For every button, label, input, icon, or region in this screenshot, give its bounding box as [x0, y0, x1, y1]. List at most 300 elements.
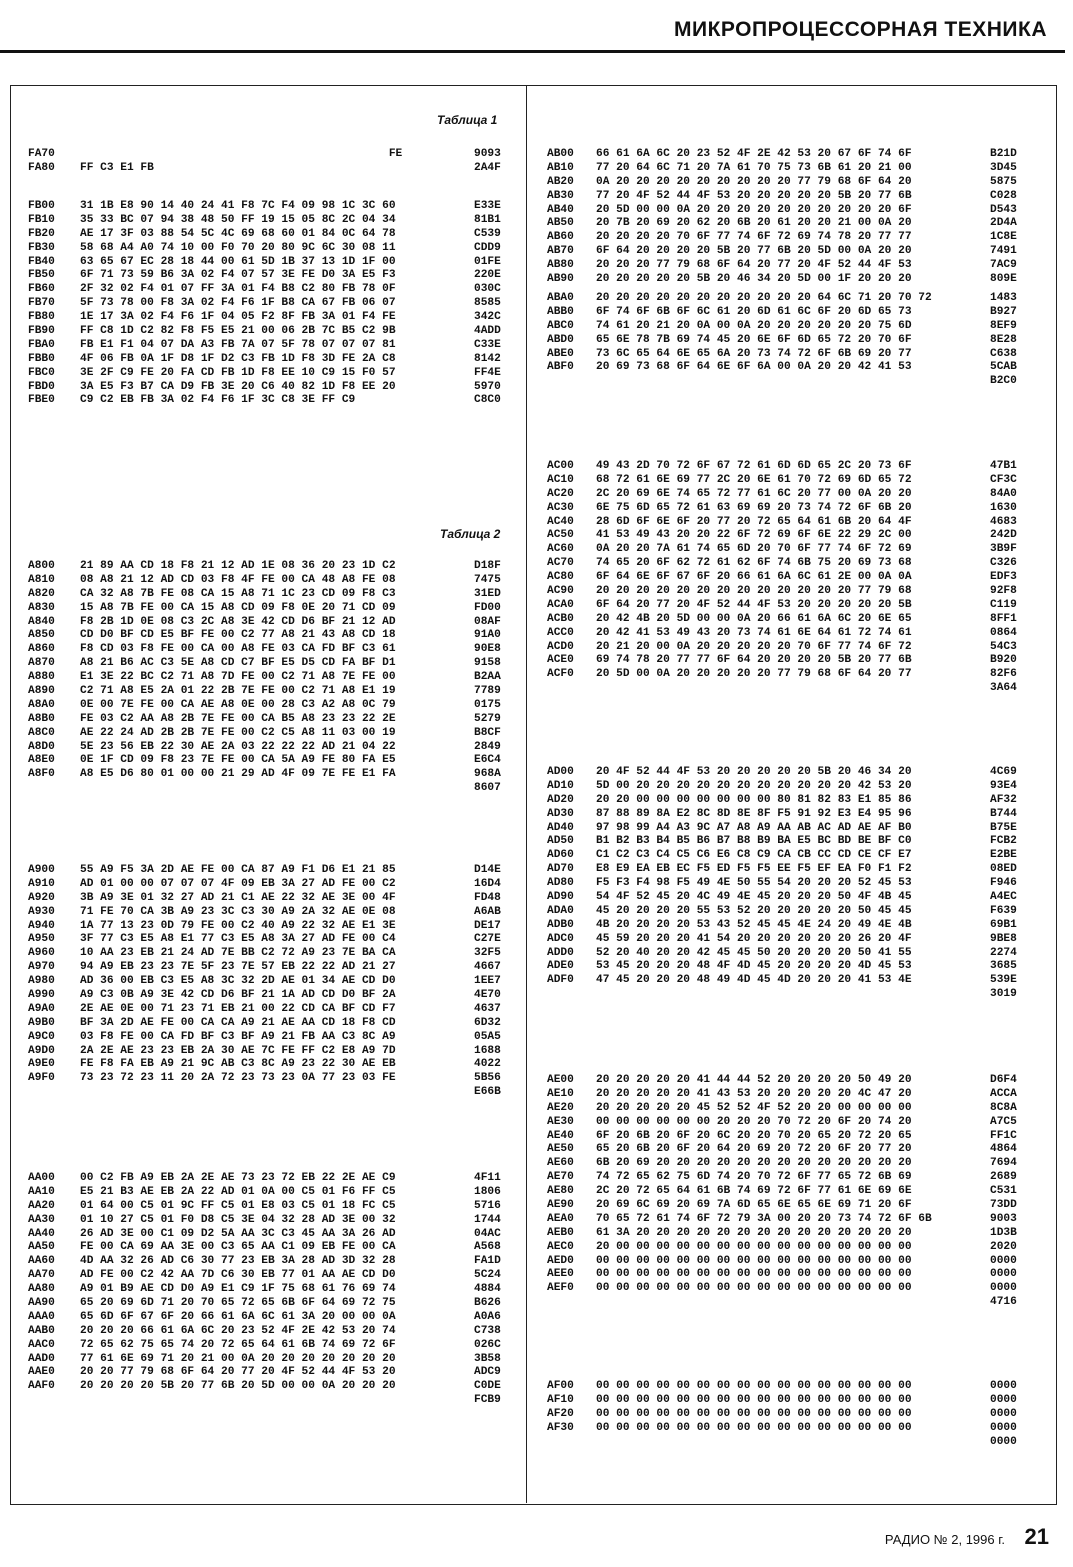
row-bytes: 01 64 00 C5 01 9C FF C5 01 E8 03 C5 01 18 FC C5: [80, 1199, 396, 1212]
hex-row: [28, 1186, 514, 1200]
row-checksum: 7491: [990, 245, 1017, 258]
row-bytes: 0A 20 20 7A 61 74 65 6D 20 70 6F 77 74 6F 72 69: [596, 543, 912, 556]
row-bytes: E8 E9 EA EB EC F5 ED F5 F5 EE F5 EF EA F0 F1 F2: [596, 863, 912, 876]
row-address: ADE0: [547, 960, 574, 973]
hex-row: [547, 1241, 1030, 1255]
hex-row: [28, 1045, 514, 1059]
row-bytes: 10 AA 23 EB 21 24 AD 7E BB C2 72 A9 23 7E BA CA: [80, 947, 396, 960]
hex-row: [547, 543, 1030, 557]
row-address: A940: [28, 919, 55, 932]
row-checksum: 0000: [990, 1268, 1017, 1281]
hex-row: [28, 367, 514, 381]
row-checksum: B2AA: [474, 671, 501, 684]
hex-block: [547, 766, 1030, 1002]
row-checksum: 026C: [474, 1338, 501, 1351]
hex-row: [28, 961, 514, 975]
row-checksum: 3019: [990, 988, 1017, 1001]
row-address: A8C0: [28, 726, 55, 739]
hex-row: [547, 217, 1030, 231]
row-checksum: 8C8A: [990, 1101, 1017, 1114]
row-checksum: 08AF: [474, 615, 501, 628]
row-checksum: FD48: [474, 891, 501, 904]
row-bytes: 4F 06 FB 0A 1F D8 1F D2 C3 FB 1D F8 3D FE 2A C8: [80, 352, 396, 365]
hex-row: [547, 947, 1030, 961]
row-address: ABC0: [547, 319, 574, 332]
row-address: AC50: [547, 529, 574, 542]
row-address: AE60: [547, 1157, 574, 1170]
row-bytes: 20 20 20 77 79 68 6F 64 20 77 20 4F 52 44 4F 53: [596, 259, 912, 272]
hex-row: [28, 1031, 514, 1045]
hex-row: [28, 727, 514, 741]
row-bytes: 2E AE 0E 00 71 23 71 EB 21 00 22 CD CA BF CD F7: [80, 1002, 396, 1015]
row-checksum: A6AB: [474, 905, 501, 918]
row-bytes: 53 45 20 20 20 48 4F 4D 45 20 20 20 20 4D 45 53: [596, 960, 912, 973]
row-bytes: 65 6E 78 7B 69 74 45 20 6E 6F 6D 65 72 20 70 6F: [596, 333, 912, 346]
row-address: ACB0: [547, 612, 574, 625]
row-bytes: 20 20 20 20 20 5B 20 46 34 20 5D 00 1F 20 20 20: [596, 273, 912, 286]
row-address: A860: [28, 643, 55, 656]
row-bytes: 2C 20 72 65 64 61 6B 74 69 72 6F 77 61 6E 69 6E: [596, 1185, 912, 1198]
row-address: ABF0: [547, 361, 574, 374]
row-address: AB80: [547, 259, 574, 272]
row-address: ADC0: [547, 932, 574, 945]
row-address: AD50: [547, 835, 574, 848]
row-address: AAC0: [28, 1338, 55, 1351]
row-bytes: 6F 20 6B 20 6F 20 6C 20 20 70 20 65 20 72 20 65: [596, 1129, 912, 1142]
hex-row: [28, 242, 514, 256]
row-checksum: E66B: [474, 1086, 501, 1099]
row-address: A950: [28, 933, 55, 946]
row-checksum: 1744: [474, 1213, 501, 1226]
row-bytes: 65 6D 6F 67 6F 20 66 61 6A 6C 61 3A 20 00 00 0A: [80, 1310, 396, 1323]
hex-row: [28, 1214, 514, 1228]
row-checksum: F946: [990, 877, 1017, 890]
hex-row: [28, 1200, 514, 1214]
hex-block: [28, 200, 514, 408]
row-checksum: C539: [474, 227, 501, 240]
row-address: A9C0: [28, 1030, 55, 1043]
row-address: AA50: [28, 1241, 55, 1254]
row-checksum: 92F8: [990, 585, 1017, 598]
row-checksum: 220E: [474, 269, 501, 282]
hex-row: [28, 1058, 514, 1072]
row-address: ABB0: [547, 305, 574, 318]
row-address: ABA0: [547, 292, 574, 304]
hex-block: [547, 1380, 1030, 1449]
row-address: AE80: [547, 1185, 574, 1198]
hex-row: [28, 162, 514, 176]
row-bytes: 20 20 20 66 61 6A 6C 20 23 52 4F 2E 42 53 20 74: [80, 1324, 396, 1337]
row-bytes: 65 20 69 6D 71 20 70 65 72 65 6B 6F 64 69 72 75: [80, 1297, 396, 1310]
row-checksum: F639: [990, 904, 1017, 917]
row-bytes: 97 98 99 A4 A3 9C A7 A8 A9 AA AB AC AD AE AF B0: [596, 821, 912, 834]
row-address: ADF0: [547, 974, 574, 987]
row-checksum: 9093: [474, 148, 501, 160]
row-address: AB90: [547, 273, 574, 286]
hex-row: [28, 933, 514, 947]
hex-row: [547, 919, 1030, 933]
hex-row: [547, 1255, 1030, 1269]
row-address: AAA0: [28, 1310, 55, 1323]
row-checksum: 030C: [474, 283, 501, 296]
row-address: FB30: [28, 241, 55, 254]
hex-row: [28, 1269, 514, 1283]
row-bytes: 03 F8 FE 00 CA FD BF C3 BF A9 21 FB AA C3 8C A9: [80, 1030, 396, 1043]
row-checksum: C326: [990, 557, 1017, 570]
row-bytes: 20 20 00 00 00 00 00 00 00 80 81 82 83 E1 85 86: [596, 793, 912, 806]
hex-row: [28, 297, 514, 311]
hex-row: [547, 1422, 1030, 1436]
hex-row: [547, 808, 1030, 822]
hex-row: [547, 599, 1030, 613]
row-bytes: 1E 17 3A 02 F4 F6 1F 04 05 F2 8F FB 3A 01 F4 FE: [80, 311, 396, 324]
row-address: A8F0: [28, 768, 55, 781]
hex-row: [547, 1227, 1030, 1241]
row-checksum: 9158: [474, 657, 501, 670]
hex-row: [547, 863, 1030, 877]
row-checksum: A7C5: [990, 1115, 1017, 1128]
row-checksum: 69B1: [990, 918, 1017, 931]
row-checksum: B75E: [990, 821, 1017, 834]
hex-row: [547, 259, 1030, 273]
row-address: FBB0: [28, 352, 55, 365]
row-bytes: 5D 00 20 20 20 20 20 20 20 20 20 20 20 42 53 20: [596, 779, 912, 792]
row-bytes: 1A 77 13 23 0D 79 FE 00 C2 40 A9 22 32 AE E1 3E: [80, 919, 396, 932]
row-bytes: 2F 32 02 F4 01 07 FF 3A 01 F4 B8 C2 80 FB 78 0F: [80, 283, 396, 296]
hex-row: [547, 516, 1030, 530]
row-address: A9B0: [28, 1016, 55, 1029]
row-address: A920: [28, 891, 55, 904]
row-bytes: 74 61 20 21 20 0A 00 0A 20 20 20 20 20 20 75 6D: [596, 319, 912, 332]
row-bytes: 00 00 00 00 00 00 00 00 00 00 00 00 00 00 00 00: [596, 1282, 912, 1295]
row-address: AD30: [547, 807, 574, 820]
hex-row: [547, 474, 1030, 488]
hex-row: [28, 671, 514, 685]
hex-row: [547, 502, 1030, 516]
row-address: AC60: [547, 543, 574, 556]
row-bytes: 5E 23 56 EB 22 30 AE 2A 03 22 22 22 AD 21 04 22: [80, 740, 396, 753]
row-checksum: 809E: [990, 273, 1017, 286]
row-checksum: EDF3: [990, 571, 1017, 584]
row-bytes: 49 43 2D 70 72 6F 67 72 61 6D 6D 65 2C 20 73 6F: [596, 460, 912, 472]
table-2-caption: Таблица 2: [440, 527, 501, 541]
row-bytes: A9 C3 0B A9 3E 42 CD D6 BF 21 1A AD CD D0 BF 2A: [80, 989, 396, 1002]
row-checksum: 8E28: [990, 333, 1017, 346]
hex-row: [547, 891, 1030, 905]
row-address: FB70: [28, 297, 55, 310]
row-bytes: 74 72 65 62 75 6D 74 20 70 72 6F 77 65 72 6B 69: [596, 1171, 912, 1184]
row-address: FB10: [28, 213, 55, 226]
hex-row: [547, 822, 1030, 836]
hex-row: [547, 835, 1030, 849]
row-checksum: 32F5: [474, 947, 501, 960]
row-checksum: C0DE: [474, 1380, 501, 1393]
row-checksum: 0864: [990, 626, 1017, 639]
hex-row: [547, 654, 1030, 668]
hex-row: [28, 1241, 514, 1255]
row-checksum: D543: [990, 203, 1017, 216]
row-address: A8E0: [28, 754, 55, 767]
row-address: AD90: [547, 891, 574, 904]
row-address: AB60: [547, 231, 574, 244]
row-bytes: 52 20 40 20 20 42 45 45 50 20 20 20 20 50 41 55: [596, 946, 912, 959]
row-bytes: 3A E5 F3 B7 CA D9 FB 3E 20 C6 40 82 1D F8 EE 20: [80, 380, 396, 393]
hex-row: [547, 877, 1030, 891]
hex-row: [547, 1074, 1030, 1088]
hex-row: [547, 933, 1030, 947]
row-checksum: 4667: [474, 961, 501, 974]
row-checksum: D14E: [474, 864, 501, 876]
row-bytes: 00 C2 FB A9 EB 2A 2E AE 73 23 72 EB 22 2E AE C9: [80, 1172, 396, 1184]
row-address: A900: [28, 864, 55, 876]
row-bytes: 41 53 49 43 20 20 22 6F 72 69 6F 6E 22 29 2C 00: [596, 529, 912, 542]
row-checksum: 6D32: [474, 1016, 501, 1029]
row-bytes: A8 21 B6 AC C3 5E A8 CD C7 BF E5 D5 CD FA BF D1: [80, 657, 396, 670]
row-bytes: 01 10 27 C5 01 F0 D8 C5 3E 04 32 28 AD 3E 00 32: [80, 1213, 396, 1226]
row-address: AEA0: [547, 1212, 574, 1225]
row-bytes: 4B 20 20 20 20 53 43 52 45 45 4E 24 20 49 4E 4B: [596, 918, 912, 931]
row-checksum: 3685: [990, 960, 1017, 973]
row-address: AC00: [547, 460, 574, 472]
row-bytes: 6F 64 6E 6F 67 6F 20 66 61 6A 6C 61 2E 00 0A 0A: [596, 571, 912, 584]
hex-row: [547, 905, 1030, 919]
row-address: FB90: [28, 325, 55, 338]
row-bytes: 2A 2E AE 23 23 EB 2A 30 AE 7C FE FF C2 E8 A9 7D: [80, 1044, 396, 1057]
row-checksum: 8142: [474, 352, 501, 365]
row-checksum: 5B56: [474, 1072, 501, 1085]
hex-row: [28, 588, 514, 602]
row-address: A8B0: [28, 712, 55, 725]
row-bytes: 20 42 4B 20 5D 00 00 0A 20 66 61 6A 6C 20 6E 65: [596, 612, 912, 625]
row-address: AED0: [547, 1254, 574, 1267]
row-bytes: 35 33 BC 07 94 38 48 50 FF 19 15 05 8C 2C 04 34: [80, 213, 396, 226]
row-address: AB70: [547, 245, 574, 258]
row-address: A8A0: [28, 698, 55, 711]
row-address: AF30: [547, 1421, 574, 1434]
hex-row: [28, 1325, 514, 1339]
row-bytes: 55 A9 F5 3A 2D AE FE 00 CA 87 A9 F1 D6 E1 21 85: [80, 864, 396, 876]
hex-row: [547, 1088, 1030, 1102]
row-checksum: 1806: [474, 1185, 501, 1198]
row-bytes: 20 20 20 20 70 6F 77 74 6F 72 69 74 78 20 77 77: [596, 231, 912, 244]
hex-row: [28, 228, 514, 242]
hex-row: [28, 1339, 514, 1353]
header-rule: [0, 50, 1065, 53]
row-checksum: 04AC: [474, 1227, 501, 1240]
row-bytes: 20 5D 00 00 0A 20 20 20 20 20 20 20 20 20 20 6F: [596, 203, 912, 216]
row-bytes: 00 00 00 00 00 00 00 00 00 00 00 00 00 00 00 00: [596, 1407, 912, 1420]
hex-row: [28, 1228, 514, 1242]
hex-row: [547, 204, 1030, 218]
row-bytes: 00 00 00 00 00 00 00 00 00 00 00 00 00 00 00 00: [596, 1393, 912, 1406]
row-address: A830: [28, 601, 55, 614]
row-bytes: 00 00 00 00 00 00 20 20 20 70 72 20 6F 20 74 20: [596, 1115, 912, 1128]
row-address: FA80: [28, 161, 55, 174]
page-number: 21: [1024, 1524, 1049, 1549]
row-checksum: 4E70: [474, 989, 501, 1002]
row-bytes: 28 6D 6F 6E 6F 20 77 20 72 65 64 61 6B 20 64 4F: [596, 515, 912, 528]
row-checksum: 0000: [990, 1435, 1017, 1448]
row-checksum: E6C4: [474, 754, 501, 767]
row-address: ADD0: [547, 946, 574, 959]
row-checksum: E33E: [474, 200, 501, 212]
row-bytes: 20 20 20 20 20 41 43 53 20 20 20 20 20 4C 47 20: [596, 1087, 912, 1100]
row-checksum: 0000: [990, 1254, 1017, 1267]
row-address: A960: [28, 947, 55, 960]
row-checksum: 0000: [990, 1282, 1017, 1295]
row-checksum: 54C3: [990, 640, 1017, 653]
row-address: ACC0: [547, 626, 574, 639]
row-checksum: 342C: [474, 311, 501, 324]
row-address: A930: [28, 905, 55, 918]
hex-row: [547, 1171, 1030, 1185]
row-checksum: 1D3B: [990, 1226, 1017, 1239]
hex-row: [547, 1102, 1030, 1116]
row-address: AB40: [547, 203, 574, 216]
row-bytes: FE 00 CA 69 AA 3E 00 C3 65 AA C1 09 EB FE 00 CA: [80, 1241, 396, 1254]
row-checksum: 242D: [990, 529, 1017, 542]
hex-block: [28, 864, 514, 1100]
row-checksum: 5970: [474, 380, 501, 393]
row-checksum: 01FE: [474, 255, 501, 268]
row-bytes: 61 3A 20 20 20 20 20 20 20 20 20 20 20 20 20 20: [596, 1226, 912, 1239]
row-address: AE40: [547, 1129, 574, 1142]
row-bytes: 20 5D 00 0A 20 20 20 20 20 77 79 68 6F 64 20 77: [596, 668, 912, 681]
row-bytes: 47 45 20 20 20 48 49 4D 45 4D 20 20 20 41 53 4E: [596, 974, 912, 987]
hex-row: [547, 641, 1030, 655]
row-bytes: 0A 20 20 20 20 20 20 20 20 20 77 79 68 6F 64 20: [596, 175, 912, 188]
row-bytes: 00 00 00 00 00 00 00 00 00 00 00 00 00 00 00 00: [596, 1380, 912, 1392]
hex-row: [28, 878, 514, 892]
row-bytes: AE 22 24 AD 2B 2B 7E FE 00 C2 C5 A8 11 03 00 19: [80, 726, 396, 739]
row-bytes: 3B A9 3E 01 32 27 AD 21 C1 AE 22 32 AE 3E 00 4F: [80, 891, 396, 904]
row-address: A9E0: [28, 1058, 55, 1071]
row-address: AA30: [28, 1213, 55, 1226]
row-checksum: 0000: [990, 1407, 1017, 1420]
hex-row: [28, 906, 514, 920]
row-bytes: FE: [80, 148, 403, 160]
hex-row: [547, 348, 1030, 362]
row-bytes: 08 A8 21 12 AD CD 03 F8 4F FE 00 CA 48 A8 FE 08: [80, 573, 396, 586]
row-bytes: 3E 2F C9 FE 20 FA CD FB 1D F8 EE 10 C9 15 F0 57: [80, 366, 396, 379]
row-address: A990: [28, 989, 55, 1002]
row-checksum: 31ED: [474, 587, 501, 600]
hex-row: [28, 256, 514, 270]
row-bytes: FE F8 FA EB A9 21 9C AB C3 8C A9 23 22 30 AE EB: [80, 1058, 396, 1071]
row-bytes: 31 1B E8 90 14 40 24 41 F8 7C F4 09 98 1C 3C 60: [80, 200, 396, 212]
row-bytes: 77 61 6E 69 71 20 21 00 0A 20 20 20 20 20 20 20: [80, 1352, 396, 1365]
row-bytes: C9 C2 EB FB 3A 02 F4 F6 1F 3C C8 3E FF C9: [80, 394, 356, 407]
hex-row: [547, 766, 1030, 780]
row-address: AAB0: [28, 1324, 55, 1337]
row-bytes: 15 A8 7B FE 00 CA 15 A8 CD 09 F8 0E 20 71 CD 09: [80, 601, 396, 614]
row-bytes: 6F 64 20 20 20 20 5B 20 77 6B 20 5D 00 0A 20 20: [596, 245, 912, 258]
hex-block: [28, 148, 514, 176]
row-checksum: 5279: [474, 712, 501, 725]
row-address: ADA0: [547, 904, 574, 917]
row-bytes: 00 00 00 00 00 00 00 00 00 00 00 00 00 00 00 00: [596, 1254, 912, 1267]
row-checksum: 0000: [990, 1393, 1017, 1406]
row-bytes: 20 20 77 79 68 6F 64 20 77 20 4F 52 44 4F 53 20: [80, 1366, 396, 1379]
row-address: A880: [28, 671, 55, 684]
hex-row: [28, 353, 514, 367]
hex-row: [28, 1394, 514, 1408]
row-address: AAD0: [28, 1352, 55, 1365]
hex-row: [28, 1297, 514, 1311]
row-address: ACA0: [547, 598, 574, 611]
row-checksum: 3B58: [474, 1352, 501, 1365]
row-bytes: AD FE 00 C2 42 AA 7D C6 30 EB 77 01 AA AE CD D0: [80, 1269, 396, 1282]
row-address: ACE0: [547, 654, 574, 667]
hex-row: [547, 361, 1030, 375]
row-checksum: 4683: [990, 515, 1017, 528]
row-address: AEC0: [547, 1240, 574, 1253]
table-1-caption: Таблица 1: [437, 113, 498, 127]
hex-row: [547, 1199, 1030, 1213]
row-address: AA90: [28, 1297, 55, 1310]
hex-row: [547, 529, 1030, 543]
row-address: A980: [28, 975, 55, 988]
row-checksum: 47B1: [990, 460, 1017, 472]
row-checksum: C738: [474, 1324, 501, 1337]
row-checksum: 8FF1: [990, 612, 1017, 625]
row-address: AE20: [547, 1101, 574, 1114]
row-checksum: 0175: [474, 698, 501, 711]
hex-row: [547, 1394, 1030, 1408]
row-checksum: A568: [474, 1241, 501, 1254]
row-checksum: 2020: [990, 1240, 1017, 1253]
hex-row: [547, 960, 1030, 974]
row-checksum: B2C0: [990, 375, 1017, 388]
hex-row: [28, 602, 514, 616]
row-address: ABD0: [547, 333, 574, 346]
hex-block: [547, 1074, 1030, 1310]
row-address: FB60: [28, 283, 55, 296]
row-checksum: 4ADD: [474, 325, 501, 338]
row-checksum: 4864: [990, 1143, 1017, 1156]
row-address: AE30: [547, 1115, 574, 1128]
hex-row: [547, 1436, 1030, 1450]
row-checksum: 4637: [474, 1002, 501, 1015]
row-address: AD10: [547, 779, 574, 792]
row-address: AA80: [28, 1283, 55, 1296]
row-bytes: 21 89 AA CD 18 F8 21 12 AD 1E 08 36 20 23 1D C2: [80, 560, 396, 572]
row-checksum: 73DD: [990, 1199, 1017, 1212]
row-address: AEF0: [547, 1282, 574, 1295]
row-address: AF10: [547, 1393, 574, 1406]
hex-row: [547, 334, 1030, 348]
row-bytes: A8 E5 D6 80 01 00 00 21 29 AD 4F 09 7E FE E1 FA: [80, 768, 396, 781]
row-address: AA10: [28, 1185, 55, 1198]
row-bytes: 0E 00 7E FE 00 CA AE A8 0E 00 28 C3 A2 A8 0C 79: [80, 698, 396, 711]
hex-row: [547, 460, 1030, 474]
row-bytes: E5 21 B3 AE EB 2A 22 AD 01 0A 00 C5 01 F6 FF C5: [80, 1185, 396, 1198]
row-bytes: 77 20 64 6C 71 20 7A 61 70 75 73 6B 61 20 21 00: [596, 161, 912, 174]
row-checksum: 4C69: [990, 766, 1017, 778]
row-address: AA40: [28, 1227, 55, 1240]
hex-block: [547, 148, 1030, 287]
hex-row: [547, 273, 1030, 287]
row-address: ACF0: [547, 668, 574, 681]
hex-row: [28, 1283, 514, 1297]
hex-row: [547, 571, 1030, 585]
row-bytes: 45 20 20 20 20 55 53 52 20 20 20 20 20 50 45 45: [596, 904, 912, 917]
row-address: AA70: [28, 1269, 55, 1282]
hex-row: [547, 1116, 1030, 1130]
row-checksum: 4F11: [474, 1172, 501, 1184]
row-checksum: FCB2: [990, 835, 1017, 848]
row-address: A850: [28, 629, 55, 642]
